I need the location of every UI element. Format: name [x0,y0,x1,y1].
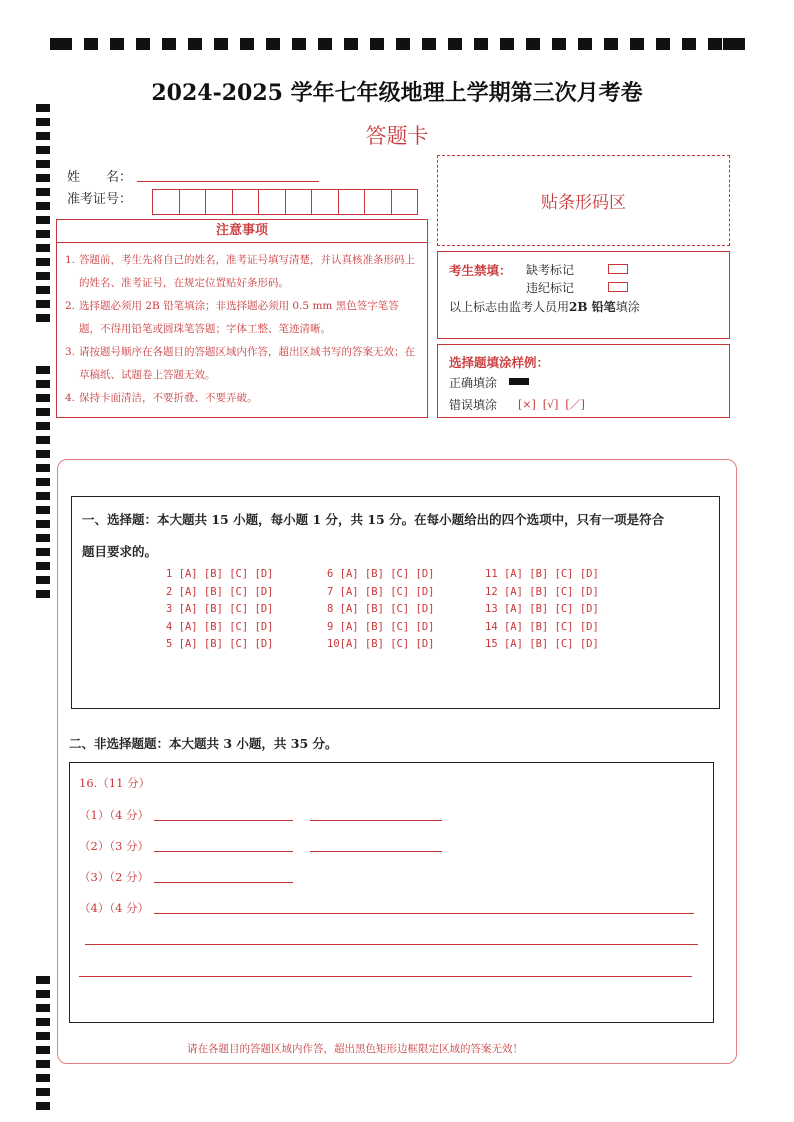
violation-mark-label: 违纪标记 [526,281,575,295]
q16-part1-answer-b[interactable] [310,820,442,821]
footer-warning: 请在各题目的答题区域内作答，超出黑色矩形边框限定区域的答案无效！ [187,1043,523,1055]
q16-part2-answer-b[interactable] [310,851,442,852]
name-field[interactable] [137,181,319,182]
section1-heading-cont: 题目要求的。 [82,544,158,559]
fill-sample-box [437,344,730,418]
absent-mark-box[interactable] [608,264,628,274]
q16-part3-answer[interactable] [154,882,293,883]
q16-part1-answer-a[interactable] [154,820,293,821]
choice-question-row[interactable]: 7 [A] [B] [C] [D] [327,585,435,598]
q16-part1-label: （1）（4 分） [79,808,150,822]
page-title: 2024-2025 学年七年级地理上学期第三次月考卷 [151,80,643,106]
notice-heading: 注意事项 [57,220,427,243]
choice-question-row[interactable]: 9 [A] [B] [C] [D] [327,620,435,633]
exam-mark-note: 以上标志由监考人员用2B 铅笔填涂 [449,300,640,314]
notice-box [56,219,428,418]
notice-item: 4. 保持卡面清洁，不要折叠、不要弄破。 [65,392,258,404]
choice-question-row[interactable]: 6 [A] [B] [C] [D] [327,568,435,580]
section1-heading: 一、选择题：本大题共 15 小题，每小题 1 分，共 15 分。在每小题给出的四个选项中，只有一项是符合 [82,512,665,527]
q16-part4-answer-line3[interactable] [79,976,692,977]
notice-item: 1. 答题前，考生先将自己的姓名，准考证号填写清楚，并认真核准条形码上的姓名、准考证号，在规定位置贴好条形码。 [65,254,415,289]
absent-mark-label: 缺考标记 [526,263,575,277]
barcode-area [437,155,730,246]
choice-question-row[interactable]: 15 [A] [B] [C] [D] [485,638,599,650]
violation-mark-box[interactable] [608,282,628,292]
notice-item: 3. 请按题号顺序在各题目的答题区域内作答，超出区域书写的答案无效；在草稿纸、试题卷上答题无效。 [65,346,415,381]
choice-question-row[interactable]: 11 [A] [B] [C] [D] [485,568,599,580]
id-label: 准考证号： [67,192,133,207]
page-subtitle: 答题卡 [365,124,429,148]
q16-part2-answer-a[interactable] [154,851,293,852]
choice-question-row[interactable]: 5 [A] [B] [C] [D] [166,638,274,650]
fill-sample-label: 选择题填涂样例： [449,355,550,370]
wrong-fill-samples: [×] [√] [／] [518,398,585,411]
top-position-bar [50,38,745,50]
question16-label: 16.（11 分） [79,776,151,790]
choice-question-row[interactable]: 4 [A] [B] [C] [D] [166,620,274,633]
section2-box [69,762,714,1023]
wrong-fill-label: 错误填涂 [449,398,498,412]
name-label: 姓 名： [67,170,133,185]
section2-heading: 二、非选择题题：本大题共 3 小题，共 35 分。 [69,736,338,751]
choice-question-row[interactable]: 12 [A] [B] [C] [D] [485,585,599,598]
correct-fill-sample [509,378,529,385]
exam-mark-box [437,251,730,339]
q16-part4-answer-line2[interactable] [85,944,698,945]
id-number-boxes[interactable] [152,189,418,215]
correct-fill-label: 正确填涂 [449,376,498,390]
q16-part4-answer-line1[interactable] [154,913,694,914]
choice-question-row[interactable]: 3 [A] [B] [C] [D] [166,603,274,615]
choice-question-row[interactable]: 8 [A] [B] [C] [D] [327,603,435,615]
choice-question-row[interactable]: 2 [A] [B] [C] [D] [166,585,274,598]
notice-item: 2. 选择题必须用 2B 铅笔填涂；非选择题必须用 0.5 mm 黑色签字笔答题，不得用铅笔或圆珠笔答题；字体工整、笔迹清晰。 [65,300,399,335]
choice-question-row[interactable]: 1 [A] [B] [C] [D] [166,568,274,580]
choice-question-row[interactable]: 14 [A] [B] [C] [D] [485,620,599,633]
barcode-label: 贴条形码区 [541,193,626,213]
q16-part2-label: （2）（3 分） [79,839,150,853]
choice-question-row[interactable]: 13 [A] [B] [C] [D] [485,603,599,615]
q16-part3-label: （3）（2 分） [79,870,150,884]
choice-question-row[interactable]: 10[A] [B] [C] [D] [327,638,435,650]
q16-part4-label: （4）（4 分） [79,901,150,915]
exam-mark-label: 考生禁填： [449,263,512,278]
